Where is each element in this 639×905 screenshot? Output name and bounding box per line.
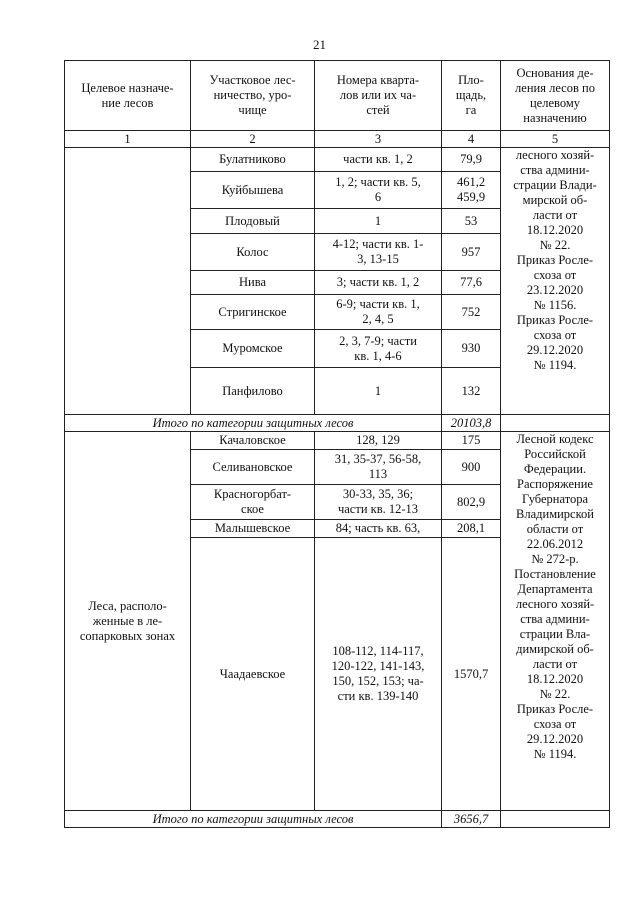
forestry-cell: Чаадаевское bbox=[191, 538, 315, 811]
forestry-cell: Качаловское bbox=[191, 432, 315, 450]
forestry-cell: Колос bbox=[191, 234, 315, 271]
quarters-cell: 1 bbox=[315, 209, 442, 234]
forest-purpose-table bbox=[64, 60, 610, 828]
quarters-cell: 31, 35-37, 56-58, 113 bbox=[315, 450, 442, 485]
forestry-cell: Муромское bbox=[191, 330, 315, 368]
header-quarters: Номера кварта- лов или их ча- стей bbox=[315, 61, 442, 131]
forestry-cell: Нива bbox=[191, 271, 315, 295]
forestry-cell: Куйбышева bbox=[191, 172, 315, 209]
area-cell: 175 bbox=[442, 432, 501, 450]
area-cell: 461,2 459,9 bbox=[442, 172, 501, 209]
forestry-cell: Красногорбат- ское bbox=[191, 485, 315, 520]
area-cell: 802,9 bbox=[442, 485, 501, 520]
total-label: Итого по категории защитных лесов bbox=[65, 415, 442, 432]
total-label: Итого по категории защитных лесов bbox=[65, 811, 442, 828]
page-number: 21 bbox=[313, 37, 326, 52]
area-cell: 79,9 bbox=[442, 148, 501, 172]
area-cell: 930 bbox=[442, 330, 501, 368]
total-row bbox=[65, 415, 610, 432]
column-number: 1 bbox=[65, 131, 191, 148]
quarters-cell: 4-12; части кв. 1- 3, 13-15 bbox=[315, 234, 442, 271]
total-value: 20103,8 bbox=[442, 415, 501, 432]
area-cell: 1570,7 bbox=[442, 538, 501, 811]
quarters-cell: 6-9; части кв. 1, 2, 4, 5 bbox=[315, 295, 442, 330]
category-cell bbox=[65, 148, 191, 415]
column-number-row bbox=[65, 131, 610, 148]
column-number: 3 bbox=[315, 131, 442, 148]
area-cell: 53 bbox=[442, 209, 501, 234]
category-cell: Леса, располо- женные в ле- сопарковых зонах bbox=[65, 432, 191, 811]
forestry-cell: Селивановское bbox=[191, 450, 315, 485]
table-row bbox=[65, 148, 610, 172]
area-cell: 752 bbox=[442, 295, 501, 330]
total-row bbox=[65, 811, 610, 828]
quarters-cell: 2, 3, 7-9; части кв. 1, 4-6 bbox=[315, 330, 442, 368]
basis-cell: Лесной кодекс Российской Федерации. Распоряжение Губернатора Владимирской области от 22.06.2012 № 272-р. Постановление Департамента лесного хозяй- ства админи- страции Вла- димирской об- ласти от 18.12.2020 № 22. Приказ Росле- схоза от 29.12.2020 № 1194. bbox=[501, 432, 610, 811]
quarters-cell: 1, 2; части кв. 5, 6 bbox=[315, 172, 442, 209]
quarters-cell: 108-112, 114-117, 120-122, 141-143, 150, 152, 153; ча- сти кв. 139-140 bbox=[315, 538, 442, 811]
column-number: 2 bbox=[191, 131, 315, 148]
empty-cell bbox=[501, 415, 610, 432]
empty-cell bbox=[501, 811, 610, 828]
area-cell: 208,1 bbox=[442, 520, 501, 538]
forestry-cell: Панфилово bbox=[191, 368, 315, 415]
forestry-cell: Плодовый bbox=[191, 209, 315, 234]
quarters-cell: 1 bbox=[315, 368, 442, 415]
table-header-row bbox=[65, 61, 610, 131]
basis-cell: лесного хозяй- ства админи- страции Влади- мирской об- ласти от 18.12.2020 № 22. Приказ Росле- схоза от 23.12.2020 № 1156. Приказ Росле- схоза от 29.12.2020 № 1194. bbox=[501, 148, 610, 415]
forestry-cell: Малышевское bbox=[191, 520, 315, 538]
forestry-cell: Булатниково bbox=[191, 148, 315, 172]
area-cell: 132 bbox=[442, 368, 501, 415]
header-purpose: Целевое назначе- ние лесов bbox=[65, 61, 191, 131]
quarters-cell: 84; часть кв. 63, bbox=[315, 520, 442, 538]
forestry-cell: Стригинское bbox=[191, 295, 315, 330]
quarters-cell: 128, 129 bbox=[315, 432, 442, 450]
area-cell: 900 bbox=[442, 450, 501, 485]
quarters-cell: части кв. 1, 2 bbox=[315, 148, 442, 172]
header-basis: Основания де- ления лесов по целевому назначению bbox=[501, 61, 610, 131]
quarters-cell: 30-33, 35, 36; части кв. 12-13 bbox=[315, 485, 442, 520]
area-cell: 77,6 bbox=[442, 271, 501, 295]
column-number: 4 bbox=[442, 131, 501, 148]
area-cell: 957 bbox=[442, 234, 501, 271]
column-number: 5 bbox=[501, 131, 610, 148]
table-row bbox=[65, 432, 610, 450]
header-forestry: Участковое лес- ничество, уро- чище bbox=[191, 61, 315, 131]
header-area: Пло- щадь, га bbox=[442, 61, 501, 131]
total-value: 3656,7 bbox=[442, 811, 501, 828]
quarters-cell: 3; части кв. 1, 2 bbox=[315, 271, 442, 295]
